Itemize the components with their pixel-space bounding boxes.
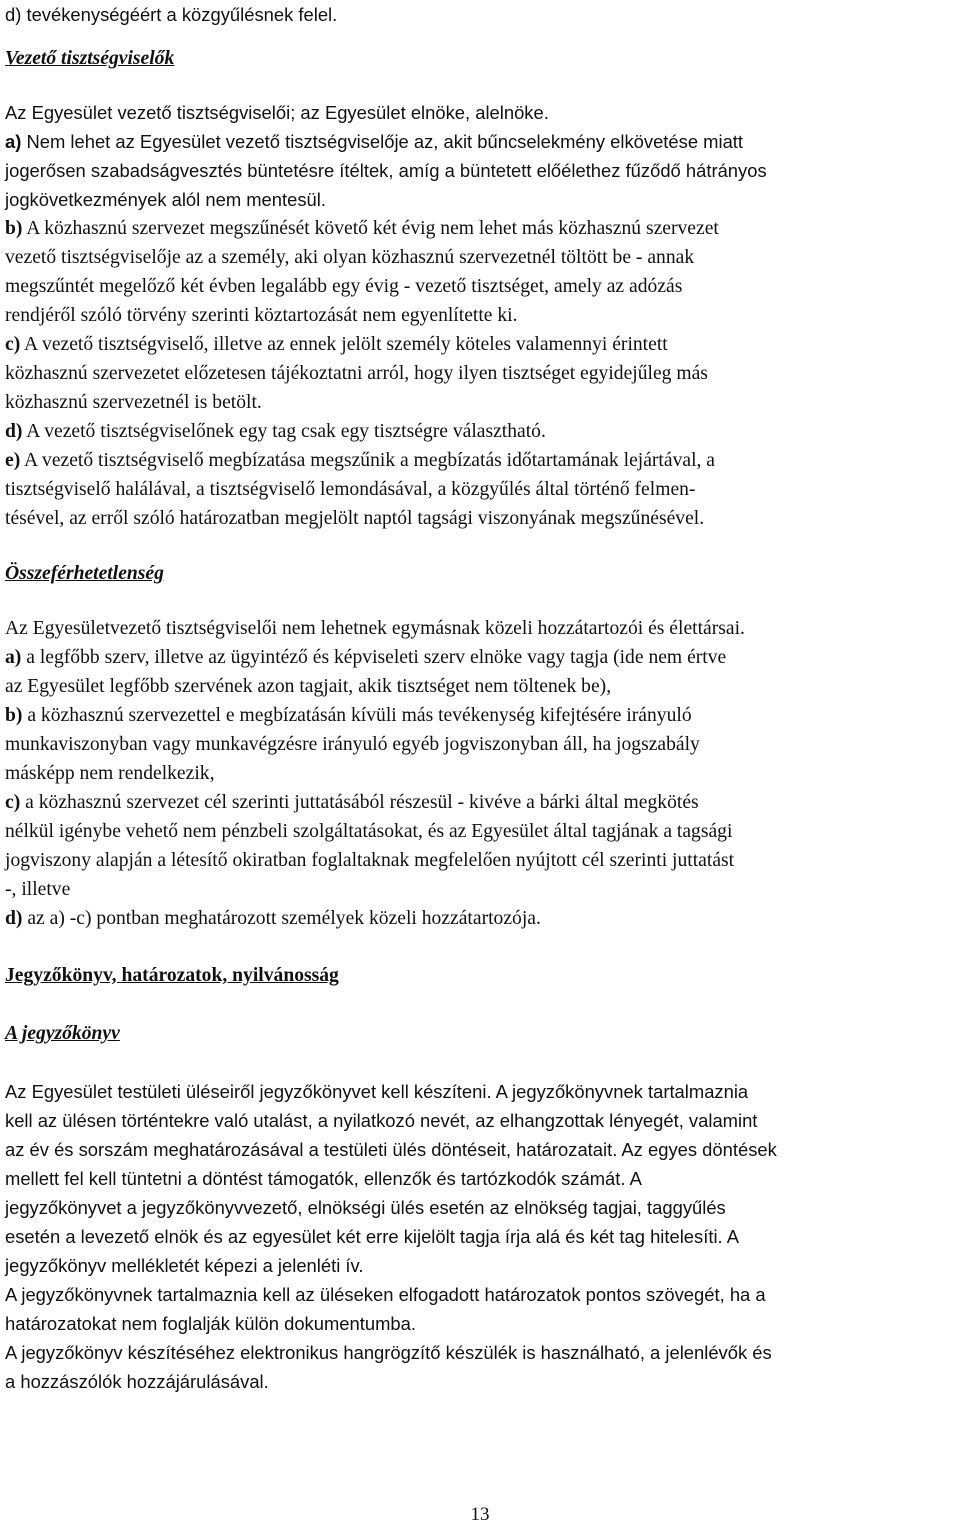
item-text: a közhasznú szervezet cél szerinti juttatásából részesül - kivéve a bárki által megkötés: [20, 792, 699, 813]
list-item-line: rendjéről szóló törvény szerinti köztartozását nem egyenlítette ki.: [5, 305, 518, 326]
item-label: e): [5, 450, 21, 471]
section-heading-a-jegyzokonyv: A jegyzőkönyv: [5, 1023, 120, 1044]
page-number: 13: [470, 1504, 490, 1525]
list-item-line: -, illetve: [5, 879, 71, 900]
item-label: a): [5, 647, 22, 668]
spacer: [5, 1048, 957, 1077]
list-item-line: nélkül igénybe vehető nem pénzbeli szolgáltatásokat, és az Egyesület által tagjának a tagsági: [5, 821, 733, 842]
section-intro: Az Egyesületvezető tisztségviselői nem lehetnek egymásnak közeli hozzátartozói és élettársai.: [5, 618, 745, 639]
list-item-line: jogviszony alapján a létesítő okiratban foglaltaknak megfelelően nyújtott cél szerinti juttatást: [5, 850, 735, 871]
list-item-line: vezető tisztségviselője az a személy, aki olyan közhasznú szervezetnél töltött be - annak: [5, 247, 695, 268]
list-item-line: [5, 788, 957, 817]
list-item-line: [5, 701, 957, 730]
spacer: [5, 933, 957, 961]
item-text: A vezető tisztségviselő megbízatása megszűnik a megbízatás időtartamának lejártával, a: [20, 450, 716, 471]
item-label: a): [5, 131, 22, 152]
item-text: Nem lehet az Egyesület vezető tisztségviselője az, akit bűncselekmény elkövetése miatt: [21, 131, 744, 152]
item-label: b): [5, 218, 23, 239]
item-text: A közhasznú szervezet megszűnését követő két évig nem lehet más közhasznú szervezet: [22, 218, 719, 239]
text-line: d) tevékenységéért a közgyűlésnek felel.: [5, 4, 338, 25]
paragraph-line: jegyzőkönyvet a jegyzőkönyvvezető, elnökségi ülés esetén az elnökség tagjai, taggyűlés: [5, 1197, 726, 1218]
list-item-line: [5, 643, 957, 672]
list-item-line: közhasznú szervezetnél is betölt.: [5, 392, 262, 413]
item-text: A vezető tisztségviselőnek egy tag csak egy tisztségre választható.: [22, 421, 546, 442]
item-text: A vezető tisztségviselő, illetve az ennek jelölt személy köteles valamennyi érintett: [20, 334, 668, 355]
spacer: [5, 29, 957, 44]
paragraph-line: Az Egyesület testületi üléseiről jegyzőkönyvet kell készíteni. A jegyzőkönyvnek tartalmaznia: [5, 1081, 749, 1102]
paragraph-line: mellett fel kell tüntetni a döntést támogatók, ellenzők és tartózkodók számát. A: [5, 1168, 642, 1189]
list-item-line: az Egyesület legfőbb szervének azon tagjait, akik tisztséget nem töltenek be),: [5, 676, 612, 697]
item-label: b): [5, 705, 23, 726]
item-label: d): [5, 421, 23, 442]
paragraph-line: esetén a levezető elnök és az egyesület két erre kijelölt tagja írja alá és két tag hitelesíti. A: [5, 1226, 739, 1247]
paragraph-line: kell az ülésen történtekre való utalást, a nyilatkozó nevét, az elhangzottak lényegét, valamint: [5, 1110, 758, 1131]
list-item-line: tisztségviselő halálával, a tisztségviselő lemondásával, a közgyűlés által történő felmen-: [5, 479, 696, 500]
list-item-line: [5, 446, 957, 475]
list-item-line: [5, 214, 957, 243]
spacer: [5, 73, 957, 98]
list-item-line: [5, 127, 957, 156]
item-text: a legfőbb szerv, illetve az ügyintéző és képviseleti szerv elnöke vagy tagja (ide nem értve: [21, 647, 727, 668]
item-text: az a) -c) pontban meghatározott személyek közeli hozzátartozója.: [22, 908, 541, 929]
item-label: c): [5, 334, 21, 355]
list-item-line: [5, 417, 957, 446]
spacer: [5, 533, 957, 559]
spacer: [5, 588, 957, 614]
list-item-line: jogkövetkezmények alól nem mentesül.: [5, 189, 326, 210]
list-item-line: tésével, az erről szóló határozatban megjelölt naptól tagsági viszonyának megszűnésével.: [5, 508, 705, 529]
section-heading-jegyzokonyv-hatarozatok: Jegyzőkönyv, határozatok, nyilvánosság: [5, 965, 339, 986]
paragraph-line: A jegyzőkönyv készítéséhez elektronikus hangrögzítő készülék is használható, a jelenlévők és: [5, 1342, 772, 1363]
paragraph-line: határozatokat nem foglalják külön dokumentumba.: [5, 1313, 416, 1334]
item-text: a közhasznú szervezettel e megbízatásán kívüli más tevékenység kifejtésére irányuló: [22, 705, 692, 726]
list-item-line: munkaviszonyban vagy munkavégzésre irányuló egyéb jogviszonyban áll, ha jogszabály: [5, 734, 700, 755]
list-item-line: közhasznú szervezetet előzetesen tájékoztatni arról, hogy ilyen tisztséget egyidejűleg más: [5, 363, 708, 384]
paragraph-line: A jegyzőkönyvnek tartalmaznia kell az üléseken elfogadott határozatok pontos szövegét, ha a: [5, 1284, 766, 1305]
list-item-line: megszűntét megelőző két évben legalább egy évig - vezető tisztséget, amely az adózás: [5, 276, 683, 297]
section-heading-osszeferhetetlenseg: Összeférhetetlenség: [5, 563, 164, 584]
paragraph-line: az év és sorszám meghatározásával a testületi ülés döntéseit, határozatait. Az egyes döntések: [5, 1139, 777, 1160]
section-intro: Az Egyesület vezető tisztségviselői; az Egyesület elnöke, alelnöke.: [5, 102, 549, 123]
section-heading-vezeto: Vezető tisztségviselők: [5, 48, 175, 69]
paragraph-line: jegyzőkönyv mellékletét képezi a jelenléti ív.: [5, 1255, 364, 1276]
list-item-line: [5, 904, 957, 933]
document-page: [5, 0, 957, 1396]
list-item-line: jogerősen szabadságvesztés büntetésre ítéltek, amíg a büntetett előélethez fűződő hátrányos: [5, 160, 767, 181]
list-item-line: [5, 330, 957, 359]
spacer: [5, 990, 957, 1019]
list-item-line: másképp nem rendelkezik,: [5, 763, 215, 784]
paragraph-line: a hozzászólók hozzájárulásával.: [5, 1371, 269, 1392]
item-label: d): [5, 908, 23, 929]
item-label: c): [5, 792, 21, 813]
